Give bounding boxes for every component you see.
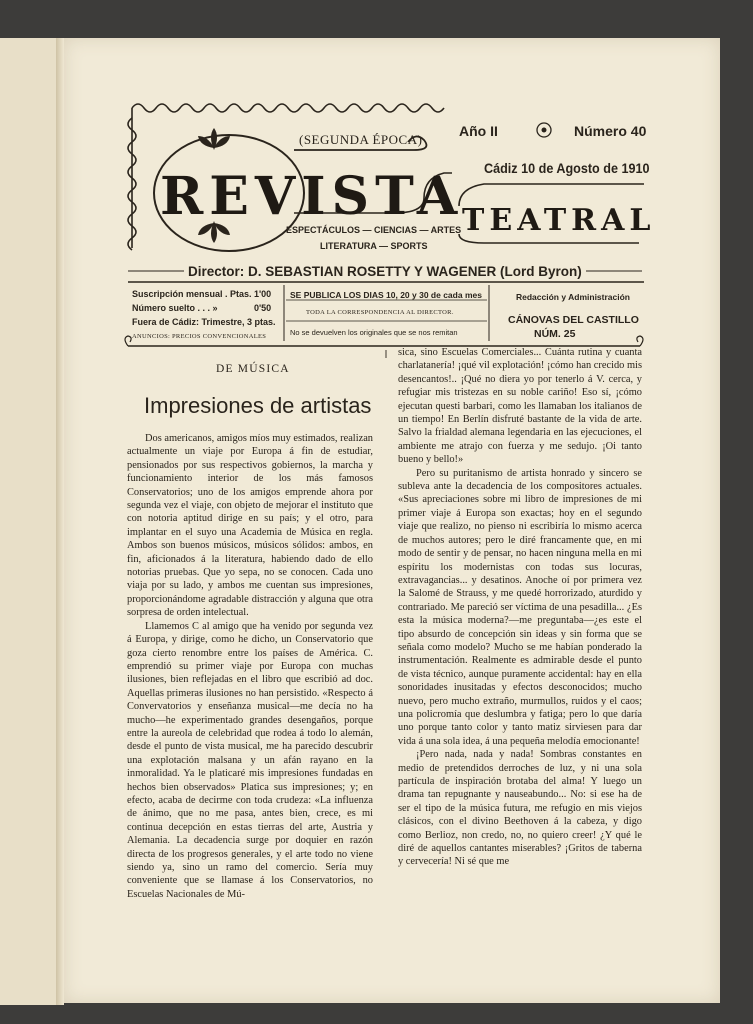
single-issue-price: 0'50 <box>254 303 272 313</box>
paragraph: ¡Pero nada, nada y nada! Sombras constantes en medio de pretendidos derroches de luz, y ni una sola partícula de inspiración brotaba del alma! Y luego un drama tan repugnante y nauseabundo... No: si ese ha de ser el tipo de la música futura, me refugio en mis viejos clásicos, con el divino Beethoven á la cabeza, y digo como Berlioz, non credo, no, no quiero creer! ¿Y qué le diré de aquellos cantantes miserables? ¡Gritos de taberna y cervecería! Ni sé que me <box>398 749 642 868</box>
article-title: Impresiones de artistas <box>144 393 372 418</box>
address-line-1: CÁNOVAS DEL CASTILLO <box>508 314 639 326</box>
page-fold <box>56 38 64 1005</box>
outside-price: Fuera de Cádiz: Trimestre, 3 ptas. <box>132 317 276 327</box>
previous-page-edge <box>0 38 61 1005</box>
ads-note: ANUNCIOS: PRECIOS CONVENCIONALES <box>132 333 267 340</box>
address-line-2: NÚM. 25 <box>534 328 576 340</box>
paragraph: sica, sino Escuelas Comerciales... Cuánta rutina y cuanta charlatanería! ¡qué vil explotación! ¡cómo han crecido mis desencantos!.. ¡Qué no diera yo por tenerlo á V. cerca, y refugiar mis tristezas en su noble cariño! Eso sí, ¡cómo ejecutan questi barbari, como les llamaban los italianos de un tiempo! En Berlín disfruté bastante de la vida de arte. Salvo la frialdad alemana legendaria en las ejecuciones, el ambiente me atrajo con fuerza y me sedujo. ¡Oi tanto bueno y bello!» <box>398 347 642 466</box>
single-issue-label: Número suelto . . . » <box>132 303 218 313</box>
fleur-ornament-top <box>198 128 230 150</box>
tagline-1: ESPECTÁCULOS — CIENCIAS — ARTES <box>286 225 462 235</box>
tagline-2: LITERATURA — SPORTS <box>320 241 428 251</box>
paragraph: Dos americanos, amigos míos muy estimados, realizan actualmente un viaje por Europa á fin de estudiar, pensionados por sus respectivos gobiernos, la marcha y funcionamiento interior de los más famosos Conservatorios; uno de los amigos emprende ahora por segunda vez el viaje, con objeto de mejorar el instituto que con notoria aptitud dirige en su país; y el otro, para implantar en el suyo una Academia de Música en regla. Ambos son buenos músicos, músicos sólidos: ambos, en fin, aficionados á la literatura, habiendo dado de ello notorias pruebas. Que yo sepa, no se conocen. Cada uno viaja por su lado, y ambos me cuentan sus impresiones, proporcionándome agradable distracción y alguna que otra sorpresa de orden intelectual. <box>127 433 373 619</box>
issue-year: Año II <box>459 123 498 139</box>
masthead-title-teatral: TEATRAL <box>462 203 656 238</box>
segunda-epoca: (SEGUNDA ÉPOCA) <box>299 132 423 147</box>
newspaper-page <box>64 38 720 1003</box>
article-column-1 <box>127 432 373 901</box>
masthead-title-revista: REVISTA <box>160 166 464 227</box>
subscription-label: Suscripción mensual . Ptas. <box>132 289 252 299</box>
correspondence-note: TODA LA CORRESPONDENCIA AL DIRECTOR. <box>306 309 454 316</box>
paragraph: Llamemos C al amigo que ha venido por segunda vez á Europa, y dirige, como he dicho, un Conservatorio que goza cierto renombre entre los países de América. C. emprendió su primer viaje por Europa con muchas ilusiones, bien reflejadas en el libro que escribió ad doc. Aquellas primeras ilusiones no han persistido. «Respecto á Convervatorios y enseñanza musical—me decía no ha mucho—he experimentado grandes desengaños, porque entre la aureola de celebridad que rodea á todo lo alemán, desde el punto de vista musical, me ha parecido descubrir una explotación malsana y un afán rayano en la inmoralidad. Ya le platicaré mis impresiones fundadas en hechos bien observados» Platica sus impresiones; y; en efecto, acaba de decirme con toda crudeza: «La influenza de ánimo, que no me pasa, antes bien, crece, es mi continua decepción en estas tierras del arte, Austria y Alemania. La decadencia surge por doquier en razón directa de los progresos generales, y el arte todo no viene siendo ya, sino un ramo del comercio. Sería muy conveniente que se llamase á los Conservatorios, no Escuelas Nacionales de Mú- <box>127 620 373 900</box>
paragraph: Pero su puritanismo de artista honrado y sincero se subleva ante la decadencia de los compositores actuales. «Sus apreciaciones sobre mi libro de impresiones de mi primer viaje á Europa son exactas; hoy en el segundo viaje que realizo, no pienso ni escribiría lo mismo acerca de muchos autores; pero le diré francamente que, en mi modo de sentir y de pensar, no hacen ninguna mella en mi espíritu los modernistas con todas sus locuras, extravagancias... y desatinos. Anoche oí por primera vez la Salomé de Strauss, y me quedé horrorizado, aturdido y contrariado. Me pareció ser víctima de una pesadilla... ¿Es esta la música moderna?—me preguntaba—¿es este el tipo absurdo de concepción sin ideas y sin forma que se señala como modelo? Mucho se me habían ponderado la instrumentación. Realmente es admirable desde el punto de vista técnico, aunque puramente accidental: hay en ella sonoridades inusitadas y efectos desconocidos; mucho nuevo, pero mucho extraño, murmullos, ruidos y el caos; una policromía que deslumbra y fatiga; pero lo que daría uno porque tanto color y tanto matiz sirviesen para dar vida á una sola idea, á una pequeña melodía emocionante! <box>398 467 642 747</box>
originals-note: No se devuelven los originales que se nos remitan <box>290 328 458 337</box>
issue-date: Cádiz 10 de Agosto de 1910 <box>484 160 650 176</box>
publication-days: SE PUBLICA LOS DIAS 10, 20 y 30 de cada mes <box>290 290 482 300</box>
article-column-2 <box>398 346 642 869</box>
director-line: Director: D. SEBASTIAN ROSETTY Y WAGENER (Lord Byron) <box>188 264 582 279</box>
subscription-price: 1'00 <box>254 289 272 299</box>
section-heading: DE MÚSICA <box>216 363 290 375</box>
office-label: Redacción y Administración <box>516 292 630 302</box>
issue-number: Número 40 <box>574 123 647 139</box>
